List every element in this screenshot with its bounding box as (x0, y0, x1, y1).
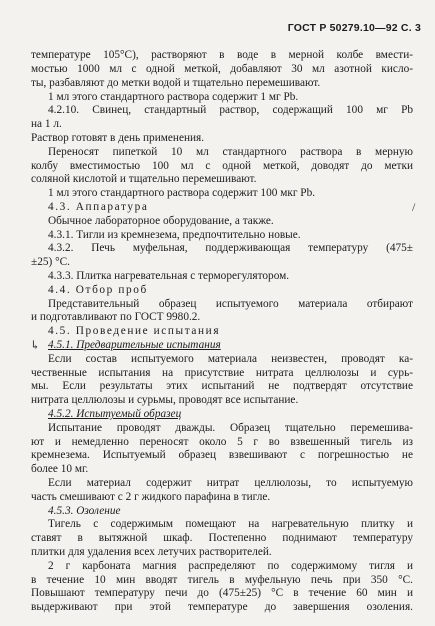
text-line: 1 мл этого стандартного раствора содержит 100 мкг Pb. (48, 187, 316, 199)
text-line: Обычное лабораторное оборудование, а также. (48, 215, 274, 227)
text-line: мы. Если результаты этих испытаний не подтвердят отсутствие (31, 380, 413, 392)
text-line: кремнезема. Испытуемый образец взвешивают с погрешностью не (31, 449, 413, 461)
text-line: 2 г карбоната магния распределяют по содержимому тигля и (48, 560, 413, 572)
text-line: температуре 105°С), растворяют в воде в мерной колбе вмести- (31, 49, 413, 61)
text-line: ставят в вытяжной шкаф. Постепенно поднимают температуру (31, 532, 413, 544)
text-line: в течение 10 мин вводят тигель в муфельную печь при 350 °С. (31, 574, 413, 586)
text-line: выдерживают при этой температуре до завершения озоления. (31, 601, 413, 613)
text-line: 1 мл этого стандартного раствора содержит 1 мг Pb. (48, 91, 299, 103)
text-line: Тигель с содержимым помещают на нагревательную плитку и (48, 518, 413, 530)
text-line: Раствор готовят в день применения. (31, 132, 205, 144)
text-line: Если состав испытуемого материала неизвестен, проводят ка- (48, 353, 413, 365)
text-line: плитки для удаления всех летучих растворителей. (31, 546, 272, 558)
page-header: ГОСТ Р 50279.10—92 С. 3 (287, 22, 421, 34)
text-line: нитрата целлюлозы и сурьмы, проводят все испытание. (31, 394, 299, 406)
section-heading: 4.4. Отбор проб (48, 284, 148, 296)
section-heading: 4.5. Проведение испытания (48, 325, 221, 337)
text-line: 4.2.10. Свинец, стандартный раствор, содержащий 100 мг Pb (48, 104, 413, 116)
text-line: соляной кислотой и тщательно перемешивают. (31, 173, 257, 185)
text-line: мостью 1000 мл с одной меткой, добавляют 30 мл азотной кисло- (31, 63, 413, 75)
text-line: 4.3.3. Плитка нагревательная с терморегулятором. (48, 270, 290, 282)
text-line: часть смешивают с 2 г жидкого парафина в тигле. (31, 491, 271, 503)
text-line: Представительный образец испытуемого материала отбирают (48, 298, 413, 310)
text-line: 4.3.2. Печь муфельная, поддерживающая температуру (475± (48, 242, 413, 254)
text-line: 4.3.1. Тигли из кремнезема, предпочтительно новые. (48, 229, 301, 241)
text-line: Если материал содержит нитрат целлюлозы, то испытуемую (48, 477, 413, 489)
section-heading: 4.3. Аппаратура (48, 201, 149, 213)
text-line: Переносят пипеткой 10 мл стандартного раствора в мерную (48, 146, 413, 158)
text-line: колбу вместимостью 100 мл с одной меткой, доводят до метки (31, 160, 413, 172)
margin-mark: ↳ (30, 338, 41, 352)
subsection-heading: 4.5.3. Озоление (48, 505, 121, 517)
text-line: ±25) °С. (31, 256, 70, 268)
text-line: Испытание проводят дважды. Образец тщательно перемешива- (48, 422, 413, 434)
subsection-heading: 4.5.2. Испытуемый образец (48, 408, 182, 420)
text-line: ты, разбавляют до метки водой и тщательно перемешивают. (31, 77, 321, 89)
text-line: более 10 мг. (31, 463, 89, 475)
margin-mark: / (412, 200, 416, 214)
subsection-heading: 4.5.1. Предварительные испытания (48, 339, 221, 351)
text-line: и подготавливают по ГОСТ 9980.2. (31, 311, 201, 323)
text-line: чественные испытания на присутствие нитрата целлюлозы и сурь- (31, 367, 413, 379)
text-line: Повышают температуру печи до (475±25) °С в течение 60 мин и (31, 587, 413, 599)
text-line: на 1 л. (31, 118, 62, 130)
text-line: ют и немедленно переносят около 5 г во взвешенный тигель из (31, 436, 413, 448)
